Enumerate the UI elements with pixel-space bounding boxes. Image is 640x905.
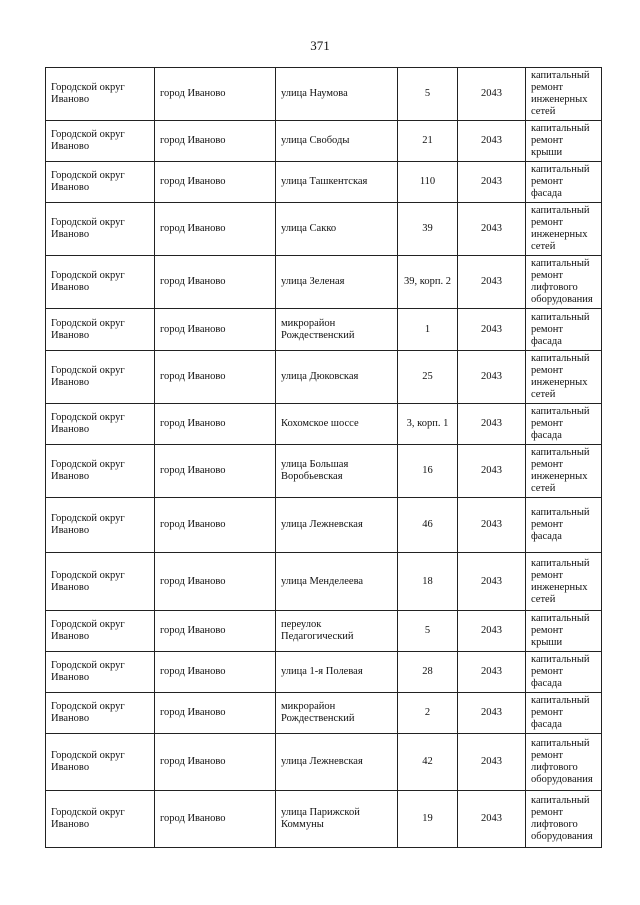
house-number-cell: 110 (398, 162, 458, 203)
house-number-cell: 16 (398, 445, 458, 498)
street-cell: Кохомское шоссе (276, 404, 398, 445)
street-cell: улица Свободы (276, 121, 398, 162)
work-type-cell: капитальный ремонт крыши (526, 121, 602, 162)
street-cell: улица Зеленая (276, 256, 398, 309)
work-type-cell: капитальный ремонт лифтового оборудования (526, 791, 602, 848)
municipality-cell: Городской округ Иваново (46, 309, 155, 351)
street-cell: улица Парижской Коммуны (276, 791, 398, 848)
settlement-cell: город Иваново (155, 498, 276, 553)
house-number-cell: 21 (398, 121, 458, 162)
year-cell: 2043 (458, 498, 526, 553)
settlement-cell: город Иваново (155, 256, 276, 309)
table-body (46, 68, 602, 848)
municipality-cell: Городской округ Иваново (46, 404, 155, 445)
municipality-cell: Городской округ Иваново (46, 256, 155, 309)
table-row (46, 693, 602, 734)
street-cell: улица Лежневская (276, 734, 398, 791)
table-row (46, 652, 602, 693)
street-cell: микрорайон Рождественский (276, 693, 398, 734)
settlement-cell: город Иваново (155, 445, 276, 498)
year-cell: 2043 (458, 309, 526, 351)
repair-schedule-table (45, 67, 602, 848)
work-type-cell: капитальный ремонт фасада (526, 404, 602, 445)
year-cell: 2043 (458, 404, 526, 445)
municipality-cell: Городской округ Иваново (46, 693, 155, 734)
settlement-cell: город Иваново (155, 68, 276, 121)
municipality-cell: Городской округ Иваново (46, 162, 155, 203)
house-number-cell: 28 (398, 652, 458, 693)
work-type-cell: капитальный ремонт инженерных сетей (526, 553, 602, 611)
street-cell: переулок Педагогический (276, 611, 398, 652)
settlement-cell: город Иваново (155, 734, 276, 791)
work-type-cell: капитальный ремонт инженерных сетей (526, 203, 602, 256)
street-cell: улица Лежневская (276, 498, 398, 553)
house-number-cell: 39, корп. 2 (398, 256, 458, 309)
table-row (46, 611, 602, 652)
work-type-cell: капитальный ремонт инженерных сетей (526, 68, 602, 121)
table-row (46, 404, 602, 445)
work-type-cell: капитальный ремонт лифтового оборудования (526, 734, 602, 791)
house-number-cell: 3, корп. 1 (398, 404, 458, 445)
street-cell: улица Наумова (276, 68, 398, 121)
street-cell: улица Сакко (276, 203, 398, 256)
year-cell: 2043 (458, 203, 526, 256)
year-cell: 2043 (458, 121, 526, 162)
year-cell: 2043 (458, 351, 526, 404)
municipality-cell: Городской округ Иваново (46, 68, 155, 121)
settlement-cell: город Иваново (155, 652, 276, 693)
settlement-cell: город Иваново (155, 553, 276, 611)
settlement-cell: город Иваново (155, 693, 276, 734)
table-row (46, 309, 602, 351)
municipality-cell: Городской округ Иваново (46, 652, 155, 693)
street-cell: улица Большая Воробьевская (276, 445, 398, 498)
work-type-cell: капитальный ремонт инженерных сетей (526, 445, 602, 498)
year-cell: 2043 (458, 445, 526, 498)
table-row (46, 68, 602, 121)
house-number-cell: 5 (398, 68, 458, 121)
year-cell: 2043 (458, 553, 526, 611)
work-type-cell: капитальный ремонт фасада (526, 162, 602, 203)
house-number-cell: 25 (398, 351, 458, 404)
house-number-cell: 46 (398, 498, 458, 553)
municipality-cell: Городской округ Иваново (46, 734, 155, 791)
year-cell: 2043 (458, 693, 526, 734)
year-cell: 2043 (458, 162, 526, 203)
street-cell: микрорайон Рождественский (276, 309, 398, 351)
work-type-cell: капитальный ремонт фасада (526, 309, 602, 351)
work-type-cell: капитальный ремонт лифтового оборудования (526, 256, 602, 309)
table-row (46, 256, 602, 309)
settlement-cell: город Иваново (155, 404, 276, 445)
table-row (46, 791, 602, 848)
table-row (46, 121, 602, 162)
work-type-cell: капитальный ремонт инженерных сетей (526, 351, 602, 404)
house-number-cell: 42 (398, 734, 458, 791)
table-row (46, 162, 602, 203)
settlement-cell: город Иваново (155, 121, 276, 162)
settlement-cell: город Иваново (155, 791, 276, 848)
municipality-cell: Городской округ Иваново (46, 791, 155, 848)
municipality-cell: Городской округ Иваново (46, 203, 155, 256)
settlement-cell: город Иваново (155, 351, 276, 404)
year-cell: 2043 (458, 256, 526, 309)
work-type-cell: капитальный ремонт фасада (526, 652, 602, 693)
table-row (46, 553, 602, 611)
table-row (46, 203, 602, 256)
year-cell: 2043 (458, 734, 526, 791)
municipality-cell: Городской округ Иваново (46, 351, 155, 404)
settlement-cell: город Иваново (155, 611, 276, 652)
street-cell: улица Ташкентская (276, 162, 398, 203)
street-cell: улица Менделеева (276, 553, 398, 611)
municipality-cell: Городской округ Иваново (46, 553, 155, 611)
street-cell: улица Дюковская (276, 351, 398, 404)
house-number-cell: 19 (398, 791, 458, 848)
municipality-cell: Городской округ Иваново (46, 445, 155, 498)
work-type-cell: капитальный ремонт крыши (526, 611, 602, 652)
year-cell: 2043 (458, 791, 526, 848)
municipality-cell: Городской округ Иваново (46, 498, 155, 553)
table-row (46, 498, 602, 553)
house-number-cell: 1 (398, 309, 458, 351)
settlement-cell: город Иваново (155, 203, 276, 256)
table-row (46, 445, 602, 498)
work-type-cell: капитальный ремонт фасада (526, 693, 602, 734)
house-number-cell: 39 (398, 203, 458, 256)
page-number: 371 (310, 38, 330, 53)
house-number-cell: 18 (398, 553, 458, 611)
work-type-cell: капитальный ремонт фасада (526, 498, 602, 553)
year-cell: 2043 (458, 652, 526, 693)
street-cell: улица 1-я Полевая (276, 652, 398, 693)
settlement-cell: город Иваново (155, 309, 276, 351)
year-cell: 2043 (458, 611, 526, 652)
house-number-cell: 2 (398, 693, 458, 734)
settlement-cell: город Иваново (155, 162, 276, 203)
municipality-cell: Городской округ Иваново (46, 611, 155, 652)
table-row (46, 351, 602, 404)
table-row (46, 734, 602, 791)
municipality-cell: Городской округ Иваново (46, 121, 155, 162)
house-number-cell: 5 (398, 611, 458, 652)
year-cell: 2043 (458, 68, 526, 121)
